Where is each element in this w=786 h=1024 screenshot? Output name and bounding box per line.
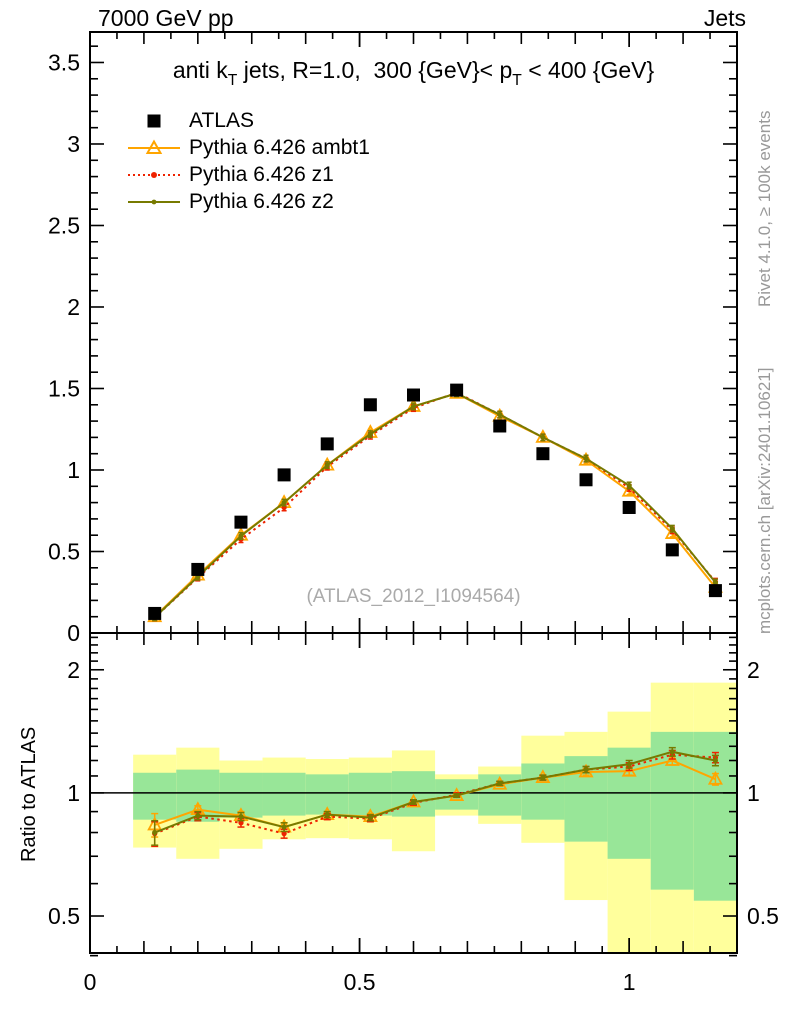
legend-item-z1 (128, 161, 370, 188)
legend-item-z2 (128, 188, 370, 215)
atlas-square-marker-icon (128, 112, 180, 130)
svg-text:1: 1 (747, 779, 760, 806)
svg-text:0.5: 0.5 (48, 903, 80, 930)
svg-text:1: 1 (622, 969, 636, 995)
analysis-id-watermark: (ATLAS_2012_I1094564) (306, 586, 521, 607)
beam-energy-label: 7000 GeV pp (98, 5, 234, 31)
observable-title (90, 57, 737, 90)
legend-label: Pythia 6.426 z2 (189, 189, 334, 213)
ambt1-triangle-marker-icon (128, 139, 180, 157)
svg-text:1: 1 (67, 456, 80, 483)
legend-label: Pythia 6.426 ambt1 (189, 135, 370, 159)
rivet-version-note: Rivet 4.1.0, ≥ 100k events (755, 110, 774, 307)
legend-label: ATLAS (189, 108, 254, 132)
svg-text:3.5: 3.5 (48, 49, 80, 76)
legend-label: Pythia 6.426 z1 (189, 162, 334, 186)
svg-text:0.5: 0.5 (747, 903, 779, 930)
series-atlas-main (148, 384, 722, 620)
svg-text:0.5: 0.5 (48, 538, 80, 565)
svg-text:0: 0 (67, 620, 80, 646)
svg-text:3: 3 (67, 130, 80, 157)
svg-text:0.5: 0.5 (343, 969, 376, 995)
title-text: jets, R=1.0, 300 {GeV}< p (237, 57, 513, 83)
svg-text:2: 2 (67, 656, 80, 683)
title-subscript: T (512, 72, 522, 90)
title-text: < 400 {GeV} (521, 57, 655, 83)
svg-text:2: 2 (747, 656, 760, 683)
ratio-uncertainty-bands (133, 683, 737, 952)
z2-line-marker-icon (128, 193, 180, 211)
svg-text:1: 1 (67, 779, 80, 806)
svg-text:2: 2 (67, 293, 80, 320)
svg-text:2.5: 2.5 (48, 212, 80, 239)
z1-dotted-marker-icon (128, 166, 180, 184)
ratio-axis-label: Ratio to ATLAS (18, 726, 40, 862)
svg-text:1.5: 1.5 (48, 375, 80, 402)
legend-item-ambt1 (128, 134, 370, 161)
title-text: anti k (172, 57, 228, 83)
title-subscript: T (227, 72, 238, 90)
mcplots-arxiv-note: mcplots.cern.ch [arXiv:2401.10621] (755, 367, 774, 634)
analysis-group-label: Jets (703, 5, 746, 31)
legend (128, 107, 370, 215)
legend-item-atlas (128, 107, 370, 134)
svg-text:0: 0 (83, 969, 97, 995)
